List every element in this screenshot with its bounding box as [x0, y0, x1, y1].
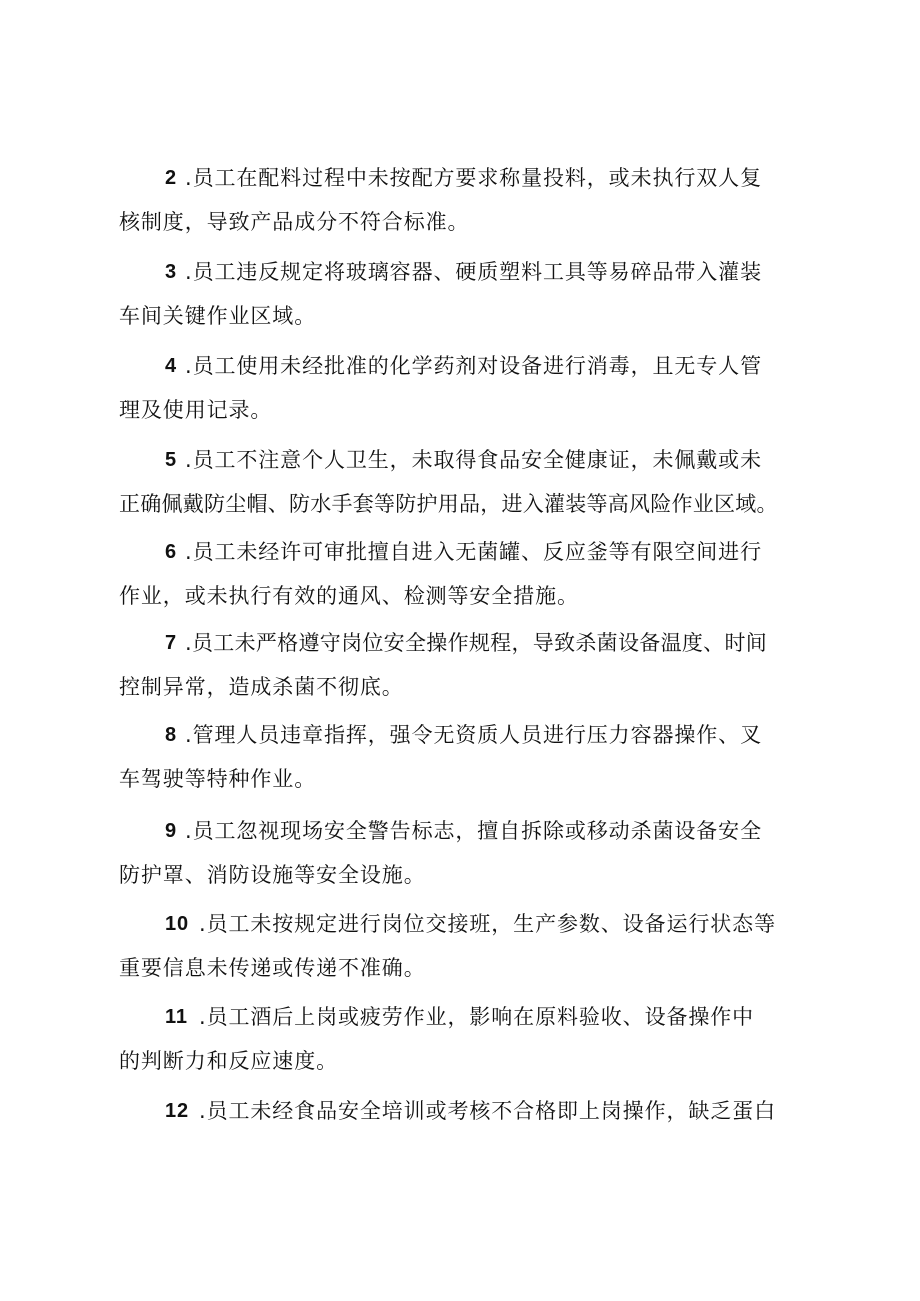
- item-text: .员工在配料过程中未按配方要求称量投料，或未执行双人复: [185, 166, 762, 190]
- item-number: 4: [165, 355, 178, 377]
- item-number: 3: [165, 261, 178, 283]
- item-text: .员工违反规定将玻璃容器、硬质塑料工具等易碎品带入灌装: [185, 260, 762, 284]
- item-number: 5: [165, 449, 178, 471]
- item-continuation-line: 核制度，导致产品成分不符合标准。: [119, 210, 470, 234]
- item-continuation-line: 正确佩戴防尘帽、防水手套等防护用品，进入灌装等高风险作业区域。: [119, 492, 778, 516]
- item-continuation-line: 作业，或未执行有效的通风、检测等安全措施。: [119, 584, 579, 608]
- item-text: .员工忽视现场安全警告标志，擅自拆除或移动杀菌设备安全: [185, 819, 762, 843]
- item-number: 12: [165, 1100, 190, 1122]
- item-continuation-line: 重要信息未传递或传递不准确。: [119, 956, 426, 980]
- item-text: .员工未经许可审批擅自进入无菌罐、反应釜等有限空间进行: [185, 540, 762, 564]
- item-text: .员工未经食品安全培训或考核不合格即上岗操作，缺乏蛋白: [199, 1099, 776, 1123]
- item-number: 8: [165, 724, 178, 746]
- item-continuation-line: 的判断力和反应速度。: [119, 1049, 338, 1073]
- item-continuation-line: 理及使用记录。: [119, 398, 273, 422]
- item-number: 11: [165, 1006, 188, 1028]
- item-text: .员工不注意个人卫生，未取得食品安全健康证，未佩戴或未: [185, 448, 762, 472]
- item-continuation-line: 控制异常，造成杀菌不彻底。: [119, 675, 404, 699]
- item-number: 9: [165, 820, 178, 842]
- item-number: 10: [165, 913, 190, 935]
- item-text: .员工未严格遵守岗位安全操作规程，导致杀菌设备温度、时间: [185, 631, 768, 655]
- item-continuation-line: 车间关键作业区域。: [119, 304, 317, 328]
- item-continuation-line: 车驾驶等特种作业。: [119, 767, 317, 791]
- item-number: 7: [165, 632, 178, 654]
- item-text: .管理人员违章指挥，强令无资质人员进行压力容器操作、叉: [185, 723, 762, 747]
- item-number: 2: [165, 167, 178, 189]
- item-text: .员工未按规定进行岗位交接班，生产参数、设备运行状态等: [199, 912, 776, 936]
- item-text: .员工酒后上岗或疲劳作业，影响在原料验收、设备操作中: [199, 1005, 755, 1029]
- item-text: .员工使用未经批准的化学药剂对设备进行消毒，且无专人管: [185, 354, 762, 378]
- item-continuation-line: 防护罩、消防设施等安全设施。: [119, 863, 426, 887]
- item-number: 6: [165, 541, 178, 563]
